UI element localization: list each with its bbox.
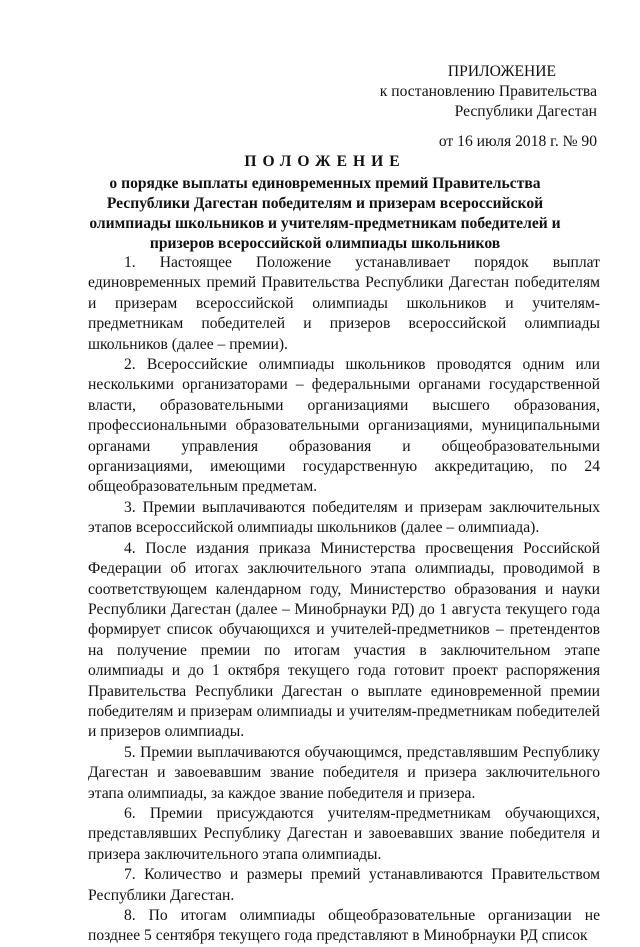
paragraph-3: 3. Премии выплачиваются победителям и призерам заключительных этапов всероссийской олимпиады школьников (далее – олимпиада). <box>88 498 600 537</box>
paragraph-8: 8. По итогам олимпиады общеобразовательные организации не позднее 5 сентября текущего года представляют в Минобрнауки РД список <box>88 907 600 945</box>
paragraph-2: 2. Всероссийские олимпиады школьников проводятся одним или несколькими организаторами – федеральными органами государственной власти, образовательными организациями высшего образования, профессиональными образовательными организациями, муниципальными органами управления образования и общеобразовательными организациями, имеющими государственную аккредитацию, по 24 общеобразовательным предметам. <box>88 356 600 496</box>
paragraph-7: 7. Количество и размеры премий устанавливаются Правительством Республики Дагестан. <box>88 866 600 904</box>
appendix-date: от 16 июля 2018 г. № 90 <box>438 133 597 150</box>
paragraph-1: 1. Настоящее Положение устанавливает порядок выплат единовременных премий Правительства Республики Дагестан победителям и призерам всероссийской олимпиады школьников и учителям-предметникам победителей и призеров всероссийской олимпиады школьников (далее – премии). <box>88 254 600 353</box>
paragraph-6: 6. Премии присуждаются учителям-предметникам обучающихся, представлявших Республику Дагестан и завоевавших звание победителя и призера заключительного этапа олимпиады. <box>88 804 600 863</box>
document-body <box>88 253 600 947</box>
document-subtitle: о порядке выплаты единовременных премий Правительства Республики Дагестан победителям и призерам всероссийской олимпиады школьников и учителям-предметникам победителей и призеров всероссийской олимпиады школьников <box>89 175 561 252</box>
appendix-line-2: Республики Дагестан <box>454 103 597 120</box>
paragraph-5: 5. Премии выплачиваются обучающимся, представлявшим Республику Дагестан и завоевавшим звание победителя и призера заключительного этапа олимпиады, за каждое звание победителя и призера. <box>88 743 600 802</box>
appendix-line-1: к постановлению Правительства <box>379 83 597 100</box>
appendix-header <box>367 62 597 152</box>
document-title-block <box>80 152 570 254</box>
appendix-title: ПРИЛОЖЕНИЕ <box>447 63 557 80</box>
paragraph-4: 4. После издания приказа Министерства просвещения Российской Федерации об итогах заключительного этапа олимпиады, проводимой в соответствующем календарном году, Министерство образования и науки Республики Дагестан (далее – Минобрнауки РД) до 1 августа текущего года формирует список обучающихся и учителей-предметников – претендентов на получение премии по итогам участия в заключительном этапе олимпиады и до 1 октября текущего года готовит проект распоряжения Правительства Республики Дагестан о выплате единовременной премии победителям и призерам олимпиады и учителям-предметникам победителей и призеров олимпиады. <box>88 539 600 741</box>
document-title: ПОЛОЖЕНИЕ <box>244 153 406 170</box>
